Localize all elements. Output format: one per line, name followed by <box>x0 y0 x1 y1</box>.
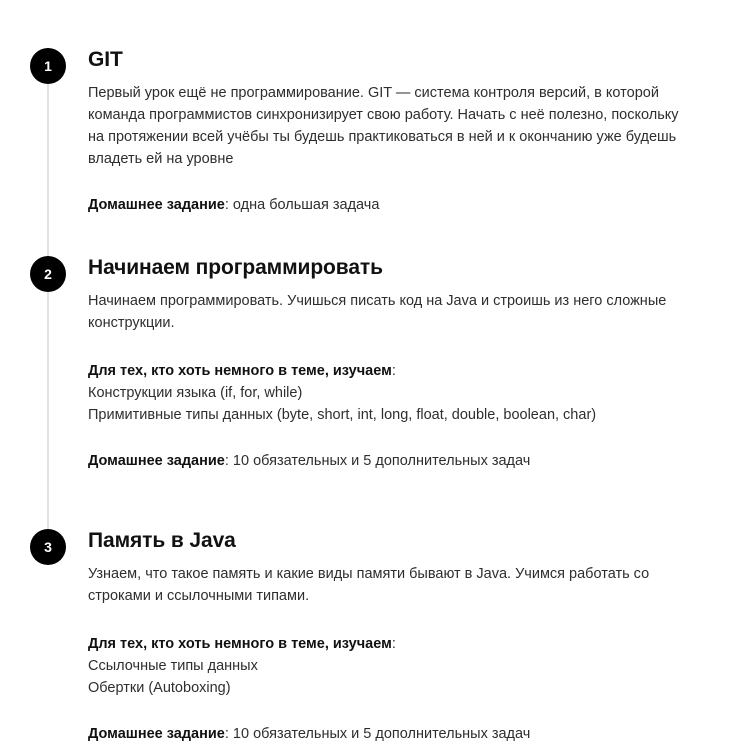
homework-label-1: Домашнее задание <box>88 197 225 214</box>
topics-label-text-2: Для тех, кто хоть немного в теме, изучаем <box>88 363 392 380</box>
step-topics-2 <box>88 360 708 426</box>
step-homework-3 <box>88 723 708 745</box>
step-homework-2 <box>88 450 708 472</box>
step-description-3: Узнаем, что такое память и какие виды памяти бывают в Java. Учимся работать со строками и ссылочными типами. <box>88 566 650 605</box>
step-content-2 <box>88 256 708 472</box>
step-description-2: Начинаем программировать. Учишься писать код на Java и строишь из него сложные конструкции. <box>88 293 667 332</box>
step-title-2: Начинаем программировать <box>88 256 383 279</box>
topics-label-3 <box>88 633 708 655</box>
step-homework-1 <box>88 194 708 216</box>
topics-label-suffix-2: : <box>391 363 396 380</box>
step-topics-3 <box>88 633 708 699</box>
step-title-1: GIT <box>88 48 123 71</box>
timeline-rail-2-3 <box>47 282 49 540</box>
step-content-1 <box>88 48 708 216</box>
step-number-badge-1: 1 <box>30 48 66 84</box>
step-number-badge-2: 2 <box>30 256 66 292</box>
homework-value-1: : одна большая задача <box>224 197 380 214</box>
step-description-1: Первый урок ещё не программирование. GIT — система контроля версий, в которой команда программистов синхронизирует свою работу. Начать с неё полезно, поскольку на протяжении всей учёбы ты будешь практиковаться в ней и к окончанию уже будешь владеть ей на уровне <box>88 85 679 168</box>
homework-label-2: Домашнее задание <box>88 453 225 470</box>
topic-item: Конструкции языка (if, for, while) <box>88 385 303 402</box>
timeline-rail-1-2 <box>47 66 49 264</box>
step-number-badge-3: 3 <box>30 529 66 565</box>
topic-item: Обертки (Autoboxing) <box>88 680 231 697</box>
topics-label-text-3: Для тех, кто хоть немного в теме, изучаем <box>88 636 392 653</box>
step-title-3: Память в Java <box>88 529 236 552</box>
homework-label-3: Домашнее задание <box>88 726 225 743</box>
topic-item: Ссылочные типы данных <box>88 658 258 675</box>
topics-label-2 <box>88 360 708 382</box>
topics-label-suffix-3: : <box>391 636 396 653</box>
topic-item: Примитивные типы данных (byte, short, int, long, float, double, boolean, char) <box>88 407 597 424</box>
homework-value-2: : 10 обязательных и 5 дополнительных задач <box>224 453 531 470</box>
homework-value-3: : 10 обязательных и 5 дополнительных задач <box>224 726 531 743</box>
step-content-3 <box>88 529 708 745</box>
